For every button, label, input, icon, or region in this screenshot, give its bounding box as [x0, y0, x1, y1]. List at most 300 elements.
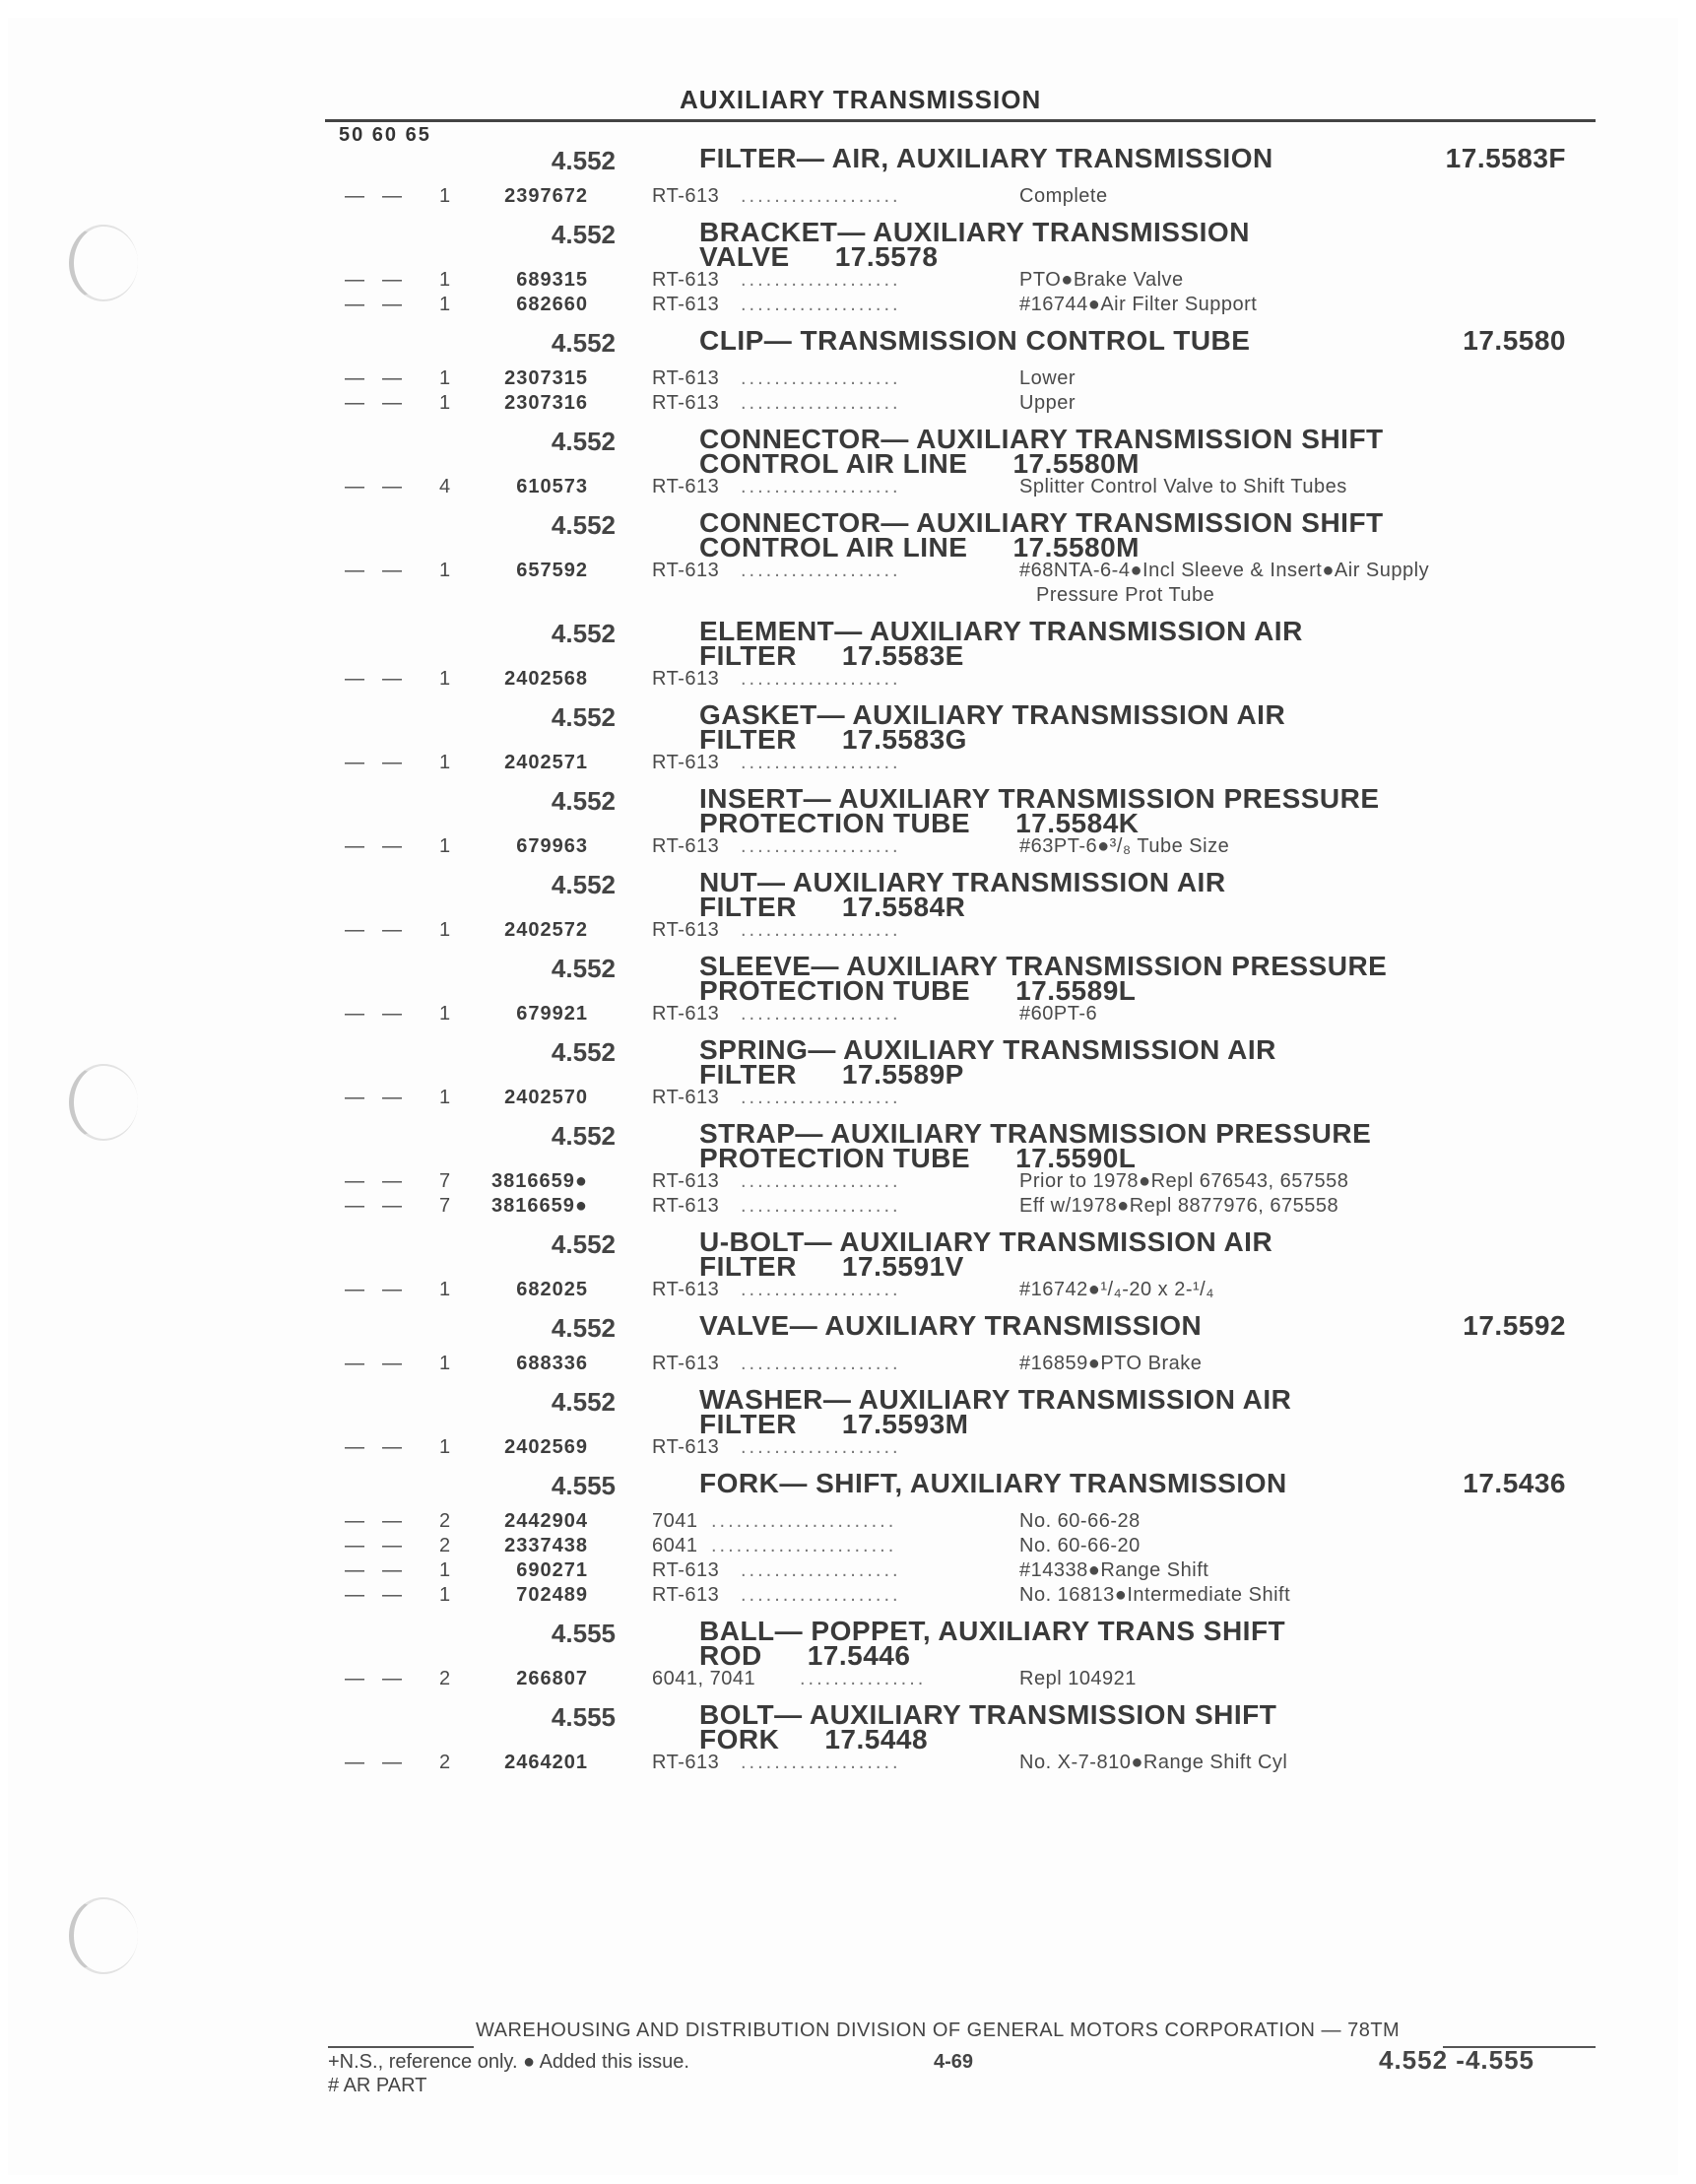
page-title: AUXILIARY TRANSMISSION [680, 85, 1042, 114]
qty-50: — [345, 560, 364, 581]
reference-number: 17.5589P [841, 1059, 964, 1090]
part-row [0, 1510, 1696, 1535]
qty-50: — [345, 269, 364, 291]
qty-60: — [382, 367, 402, 389]
part-description: Prior to 1978●Repl 676543, 657558 [1019, 1170, 1349, 1192]
qty-50: — [345, 1170, 364, 1192]
section-heading [0, 1310, 1696, 1353]
footer-ar-note: # AR PART [328, 2075, 427, 2096]
part-description: PTO●Brake Valve [1019, 269, 1184, 291]
part-number: 688336 [516, 1353, 588, 1374]
qty-65: 1 [439, 752, 451, 773]
section-description [699, 867, 1566, 922]
qty-50: — [345, 185, 364, 207]
description-text: CONNECTOR— AUXILIARY TRANSMISSION SHIFT [699, 507, 1384, 538]
description-text: STRAP— AUXILIARY TRANSMISSION PRESSURE [699, 1118, 1372, 1149]
description-text: U-BOLT— AUXILIARY TRANSMISSION AIR [699, 1226, 1273, 1257]
leader-dots: ................... [741, 1279, 901, 1300]
part-description: #14338●Range Shift [1019, 1559, 1209, 1581]
part-row [0, 668, 1696, 693]
qty-50: — [345, 1584, 364, 1606]
catalog-section [0, 1226, 1696, 1303]
part-number: 2402570 [504, 1087, 588, 1108]
qty-65: 1 [439, 1584, 451, 1606]
section-description [699, 424, 1566, 479]
part-description-continued: Pressure Prot Tube [1036, 584, 1215, 606]
qty-50: — [345, 1087, 364, 1108]
leader-dots: ................... [741, 1584, 901, 1606]
description-line-1 [699, 1226, 1566, 1257]
reference-number: 17.5584R [841, 892, 966, 922]
model-number: RT-613 [652, 476, 720, 497]
model-number: RT-613 [652, 392, 720, 414]
leader-dots: ............... [800, 1668, 927, 1689]
description-line-1 [699, 1310, 1566, 1341]
description-line-2 [699, 1640, 1566, 1671]
part-number: 2307315 [504, 367, 588, 389]
group-code: 4.552 [551, 870, 616, 899]
qty-65: 1 [439, 835, 451, 857]
description-text: FORK [699, 1724, 780, 1754]
reference-number: 17.5584K [1015, 808, 1140, 838]
model-number: RT-613 [652, 1087, 720, 1108]
model-number: RT-613 [652, 919, 720, 941]
catalog-section [0, 1310, 1696, 1377]
catalog-section [0, 1616, 1696, 1692]
description-text: FILTER [699, 724, 797, 755]
part-number: 689315 [516, 269, 588, 291]
qty-65: 1 [439, 1559, 451, 1581]
qty-65: 7 [439, 1195, 451, 1217]
part-number: 3816659● [491, 1195, 588, 1217]
leader-dots: ...................... [711, 1510, 897, 1532]
qty-65: 1 [439, 392, 451, 414]
section-heading [0, 699, 1696, 755]
section-heading [0, 1699, 1696, 1754]
description-line-1 [699, 699, 1566, 730]
binder-hole-bottom [69, 1897, 138, 1974]
description-text: BALL— POPPET, AUXILIARY TRANS SHIFT [699, 1616, 1286, 1646]
section-description [699, 217, 1566, 272]
model-number: RT-613 [652, 1584, 720, 1606]
qty-65: 1 [439, 1003, 451, 1025]
qty-60: — [382, 1003, 402, 1025]
qty-60: — [382, 560, 402, 581]
model-number: RT-613 [652, 294, 720, 315]
model-number: RT-613 [652, 1559, 720, 1581]
reference-number: 17.5583F [1445, 143, 1566, 173]
description-text: WASHER— AUXILIARY TRANSMISSION AIR [699, 1384, 1292, 1415]
description-line-2 [699, 1724, 1566, 1754]
part-number: 682025 [516, 1279, 588, 1300]
description-text: NUT— AUXILIARY TRANSMISSION AIR [699, 867, 1226, 897]
part-description: Lower [1019, 367, 1076, 389]
qty-50: — [345, 476, 364, 497]
reference-number: 17.5580M [1012, 532, 1140, 563]
qty-60: — [382, 269, 402, 291]
leader-dots: ................... [741, 392, 901, 414]
part-number: 679921 [516, 1003, 588, 1025]
group-code: 4.552 [551, 954, 616, 983]
leader-dots: ................... [741, 1170, 901, 1192]
leader-dots: ................... [741, 752, 901, 773]
part-row [0, 185, 1696, 210]
group-code: 4.552 [551, 1387, 616, 1417]
description-text: INSERT— AUXILIARY TRANSMISSION PRESSURE [699, 783, 1380, 814]
leader-dots: ................... [741, 560, 901, 581]
catalog-section [0, 1468, 1696, 1609]
qty-60: — [382, 1087, 402, 1108]
part-number: 2402571 [504, 752, 588, 773]
group-code: 4.552 [551, 220, 616, 249]
model-number: RT-613 [652, 1195, 720, 1217]
group-code: 4.552 [551, 702, 616, 732]
qty-50: — [345, 1535, 364, 1556]
description-text: SLEEVE— AUXILIARY TRANSMISSION PRESSURE [699, 951, 1388, 981]
leader-dots: ................... [741, 476, 901, 497]
description-text: BOLT— AUXILIARY TRANSMISSION SHIFT [699, 1699, 1277, 1730]
part-number: 2337438 [504, 1535, 588, 1556]
qty-65: 1 [439, 367, 451, 389]
part-row [0, 1752, 1696, 1776]
qty-60: — [382, 185, 402, 207]
group-code: 4.552 [551, 328, 616, 358]
qty-65: 4 [439, 476, 451, 497]
qty-60: — [382, 476, 402, 497]
description-text: BRACKET— AUXILIARY TRANSMISSION [699, 217, 1250, 247]
description-line-1 [699, 1384, 1566, 1415]
qty-65: 2 [439, 1510, 451, 1532]
description-line-2 [699, 448, 1566, 479]
description-text: PROTECTION TUBE [699, 1143, 971, 1173]
part-row [0, 1353, 1696, 1377]
group-code: 4.552 [551, 146, 616, 175]
catalog-section [0, 325, 1696, 417]
qty-60: — [382, 1195, 402, 1217]
model-number: RT-613 [652, 1279, 720, 1300]
description-text: FILTER [699, 1059, 797, 1090]
description-line-1 [699, 217, 1566, 247]
qty-60: — [382, 1752, 402, 1773]
leader-dots: ................... [741, 269, 901, 291]
model-number: RT-613 [652, 560, 720, 581]
reference-number: 17.5448 [824, 1724, 929, 1754]
qty-50: — [345, 752, 364, 773]
description-line-2 [699, 640, 1566, 671]
section-heading [0, 616, 1696, 671]
leader-dots: ................... [741, 1353, 901, 1374]
qty-50: — [345, 919, 364, 941]
model-number: RT-613 [652, 752, 720, 773]
leader-dots: ................... [741, 1436, 901, 1458]
qty-65: 2 [439, 1668, 451, 1689]
description-line-2 [699, 808, 1566, 838]
model-number: RT-613 [652, 835, 720, 857]
qty-65: 1 [439, 1087, 451, 1108]
description-line-1 [699, 1034, 1566, 1065]
qty-65: 1 [439, 1279, 451, 1300]
description-text: CONTROL AIR LINE [699, 532, 968, 563]
part-number: 2402572 [504, 919, 588, 941]
part-row [0, 1535, 1696, 1559]
description-text: SPRING— AUXILIARY TRANSMISSION AIR [699, 1034, 1276, 1065]
leader-dots: ................... [741, 1087, 901, 1108]
part-row [0, 752, 1696, 776]
group-code: 4.552 [551, 510, 616, 540]
part-description: Eff w/1978●Repl 8877976, 675558 [1019, 1195, 1339, 1217]
leader-dots: ................... [741, 1752, 901, 1773]
part-row [0, 294, 1696, 318]
qty-50: — [345, 1353, 364, 1374]
part-description: No. 60-66-20 [1019, 1535, 1141, 1556]
section-heading [0, 1468, 1696, 1510]
reference-number: 17.5590L [1015, 1143, 1137, 1173]
qty-50: — [345, 1279, 364, 1300]
description-text: VALVE [699, 241, 790, 272]
model-number: 6041 [652, 1535, 698, 1556]
reference-number: 17.5580M [1012, 448, 1140, 479]
part-description: No. X-7-810●Range Shift Cyl [1019, 1752, 1288, 1773]
catalog-section [0, 507, 1696, 609]
part-row [0, 1195, 1696, 1220]
model-number: RT-613 [652, 1170, 720, 1192]
part-number: 266807 [516, 1668, 588, 1689]
section-heading [0, 1616, 1696, 1671]
leader-dots: ................... [741, 185, 901, 207]
description-text: PROTECTION TUBE [699, 975, 971, 1006]
qty-60: — [382, 1170, 402, 1192]
description-text: ROD [699, 1640, 762, 1671]
quantity-column-headers: 50 60 65 [339, 124, 431, 146]
model-number: RT-613 [652, 269, 720, 291]
part-description: Splitter Control Valve to Shift Tubes [1019, 476, 1347, 497]
description-text: VALVE— AUXILIARY TRANSMISSION [699, 1310, 1203, 1341]
section-description [699, 616, 1566, 671]
part-number: 702489 [516, 1584, 588, 1606]
qty-50: — [345, 392, 364, 414]
catalog-section [0, 143, 1696, 210]
catalog-section [0, 217, 1696, 318]
qty-65: 1 [439, 668, 451, 690]
catalog-section [0, 1384, 1696, 1461]
group-code: 4.552 [551, 427, 616, 456]
description-line-2 [699, 892, 1566, 922]
part-number: 2442904 [504, 1510, 588, 1532]
part-description: No. 16813●Intermediate Shift [1019, 1584, 1291, 1606]
group-code: 4.552 [551, 1037, 616, 1067]
description-line-2 [699, 1409, 1566, 1439]
catalog-section [0, 1699, 1696, 1776]
part-number: 690271 [516, 1559, 588, 1581]
part-row [0, 392, 1696, 417]
qty-60: — [382, 1559, 402, 1581]
catalog-section [0, 616, 1696, 693]
description-line-2 [699, 1143, 1566, 1173]
qty-60: — [382, 1279, 402, 1300]
part-number: 657592 [516, 560, 588, 581]
catalog-section [0, 699, 1696, 776]
qty-50: — [345, 668, 364, 690]
part-number: 679963 [516, 835, 588, 857]
description-line-2 [699, 532, 1566, 563]
model-number: RT-613 [652, 367, 720, 389]
part-description: Repl 104921 [1019, 1668, 1137, 1689]
leader-dots: ...................... [711, 1535, 897, 1556]
part-number: 3816659● [491, 1170, 588, 1192]
leader-dots: ................... [741, 919, 901, 941]
qty-60: — [382, 1584, 402, 1606]
section-description [699, 1384, 1566, 1439]
part-description: #16742●¹/₄-20 x 2-¹/₄ [1019, 1279, 1214, 1300]
qty-50: — [345, 1559, 364, 1581]
part-number: 610573 [516, 476, 588, 497]
section-heading [0, 424, 1696, 479]
section-description [699, 1699, 1566, 1754]
group-code: 4.555 [551, 1702, 616, 1732]
page-number: 4-69 [934, 2051, 974, 2073]
part-description: No. 60-66-28 [1019, 1510, 1141, 1532]
model-number: RT-613 [652, 1436, 720, 1458]
description-line-2 [699, 241, 1566, 272]
qty-65: 7 [439, 1170, 451, 1192]
reference-number: 17.5583G [841, 724, 967, 755]
description-text: FORK— SHIFT, AUXILIARY TRANSMISSION [699, 1468, 1287, 1498]
part-number: 2397672 [504, 185, 588, 207]
part-row [0, 1279, 1696, 1303]
parts-list [0, 143, 1696, 1786]
model-number: 7041 [652, 1510, 698, 1532]
catalog-section [0, 424, 1696, 500]
footer-division: WAREHOUSING AND DISTRIBUTION DIVISION OF GENERAL MOTORS CORPORATION — 78TM [476, 2019, 1401, 2041]
section-description [699, 1226, 1566, 1282]
header-rule [325, 119, 1596, 122]
reference-number: 17.5591V [841, 1251, 964, 1282]
footer-rule-left [328, 2046, 474, 2048]
qty-65: 1 [439, 269, 451, 291]
section-description [699, 1468, 1566, 1498]
description-line-1 [699, 1468, 1566, 1498]
section-description [699, 143, 1566, 173]
leader-dots: ................... [741, 668, 901, 690]
description-line-1 [699, 616, 1566, 646]
section-description [699, 1118, 1566, 1173]
part-description: Upper [1019, 392, 1076, 414]
qty-50: — [345, 1195, 364, 1217]
section-description [699, 325, 1566, 356]
group-code: 4.552 [551, 1313, 616, 1343]
part-row [0, 560, 1696, 609]
reference-number: 17.5589L [1015, 975, 1137, 1006]
description-text: ELEMENT— AUXILIARY TRANSMISSION AIR [699, 616, 1303, 646]
qty-60: — [382, 1436, 402, 1458]
reference-number: 17.5592 [1463, 1310, 1566, 1341]
reference-number: 17.5583E [841, 640, 964, 671]
qty-50: — [345, 1436, 364, 1458]
part-row [0, 476, 1696, 500]
leader-dots: ................... [741, 835, 901, 857]
qty-65: 1 [439, 1353, 451, 1374]
qty-60: — [382, 1510, 402, 1532]
group-code: 4.555 [551, 1619, 616, 1648]
description-line-1 [699, 143, 1566, 173]
qty-60: — [382, 752, 402, 773]
section-heading [0, 951, 1696, 1006]
group-code: 4.552 [551, 619, 616, 648]
description-text: PROTECTION TUBE [699, 808, 971, 838]
qty-65: 1 [439, 919, 451, 941]
description-text: FILTER [699, 1409, 797, 1439]
section-description [699, 1310, 1566, 1341]
qty-65: 1 [439, 560, 451, 581]
part-number: 2402568 [504, 668, 588, 690]
leader-dots: ................... [741, 1559, 901, 1581]
qty-60: — [382, 1535, 402, 1556]
qty-50: — [345, 294, 364, 315]
part-row [0, 1003, 1696, 1027]
description-line-2 [699, 1059, 1566, 1090]
reference-number: 17.5446 [807, 1640, 911, 1671]
catalog-section [0, 783, 1696, 860]
section-heading [0, 1034, 1696, 1090]
section-description [699, 783, 1566, 838]
reference-number: 17.5578 [834, 241, 939, 272]
part-description: #16859●PTO Brake [1019, 1353, 1203, 1374]
part-description: #63PT-6●³/₈ Tube Size [1019, 835, 1230, 857]
description-line-2 [699, 975, 1566, 1006]
part-row [0, 1584, 1696, 1609]
part-number: 2402569 [504, 1436, 588, 1458]
group-code: 4.552 [551, 1229, 616, 1259]
qty-60: — [382, 1668, 402, 1689]
qty-65: 1 [439, 294, 451, 315]
section-description [699, 507, 1566, 563]
group-code: 4.552 [551, 786, 616, 816]
qty-60: — [382, 668, 402, 690]
qty-65: 1 [439, 185, 451, 207]
description-text: FILTER [699, 892, 797, 922]
qty-50: — [345, 1752, 364, 1773]
part-row [0, 1559, 1696, 1584]
description-text: CONNECTOR— AUXILIARY TRANSMISSION SHIFT [699, 424, 1384, 454]
qty-60: — [382, 835, 402, 857]
description-line-2 [699, 1251, 1566, 1282]
section-description [699, 1034, 1566, 1090]
part-row [0, 367, 1696, 392]
part-row [0, 1668, 1696, 1692]
section-description [699, 951, 1566, 1006]
section-heading [0, 325, 1696, 367]
qty-50: — [345, 835, 364, 857]
model-number: RT-613 [652, 1003, 720, 1025]
description-text: FILTER [699, 1251, 797, 1282]
model-number: RT-613 [652, 185, 720, 207]
part-number: 682660 [516, 294, 588, 315]
leader-dots: ................... [741, 1003, 901, 1025]
section-heading [0, 1118, 1696, 1173]
leader-dots: ................... [741, 1195, 901, 1217]
section-description [699, 1616, 1566, 1671]
qty-60: — [382, 1353, 402, 1374]
description-text: CLIP— TRANSMISSION CONTROL TUBE [699, 325, 1251, 356]
description-text: CONTROL AIR LINE [699, 448, 968, 479]
description-line-1 [699, 867, 1566, 897]
section-heading [0, 143, 1696, 185]
leader-dots: ................... [741, 367, 901, 389]
section-range: 4.552 -4.555 [1379, 2045, 1535, 2075]
part-row [0, 835, 1696, 860]
catalog-section [0, 867, 1696, 944]
reference-number: 17.5580 [1463, 325, 1566, 356]
